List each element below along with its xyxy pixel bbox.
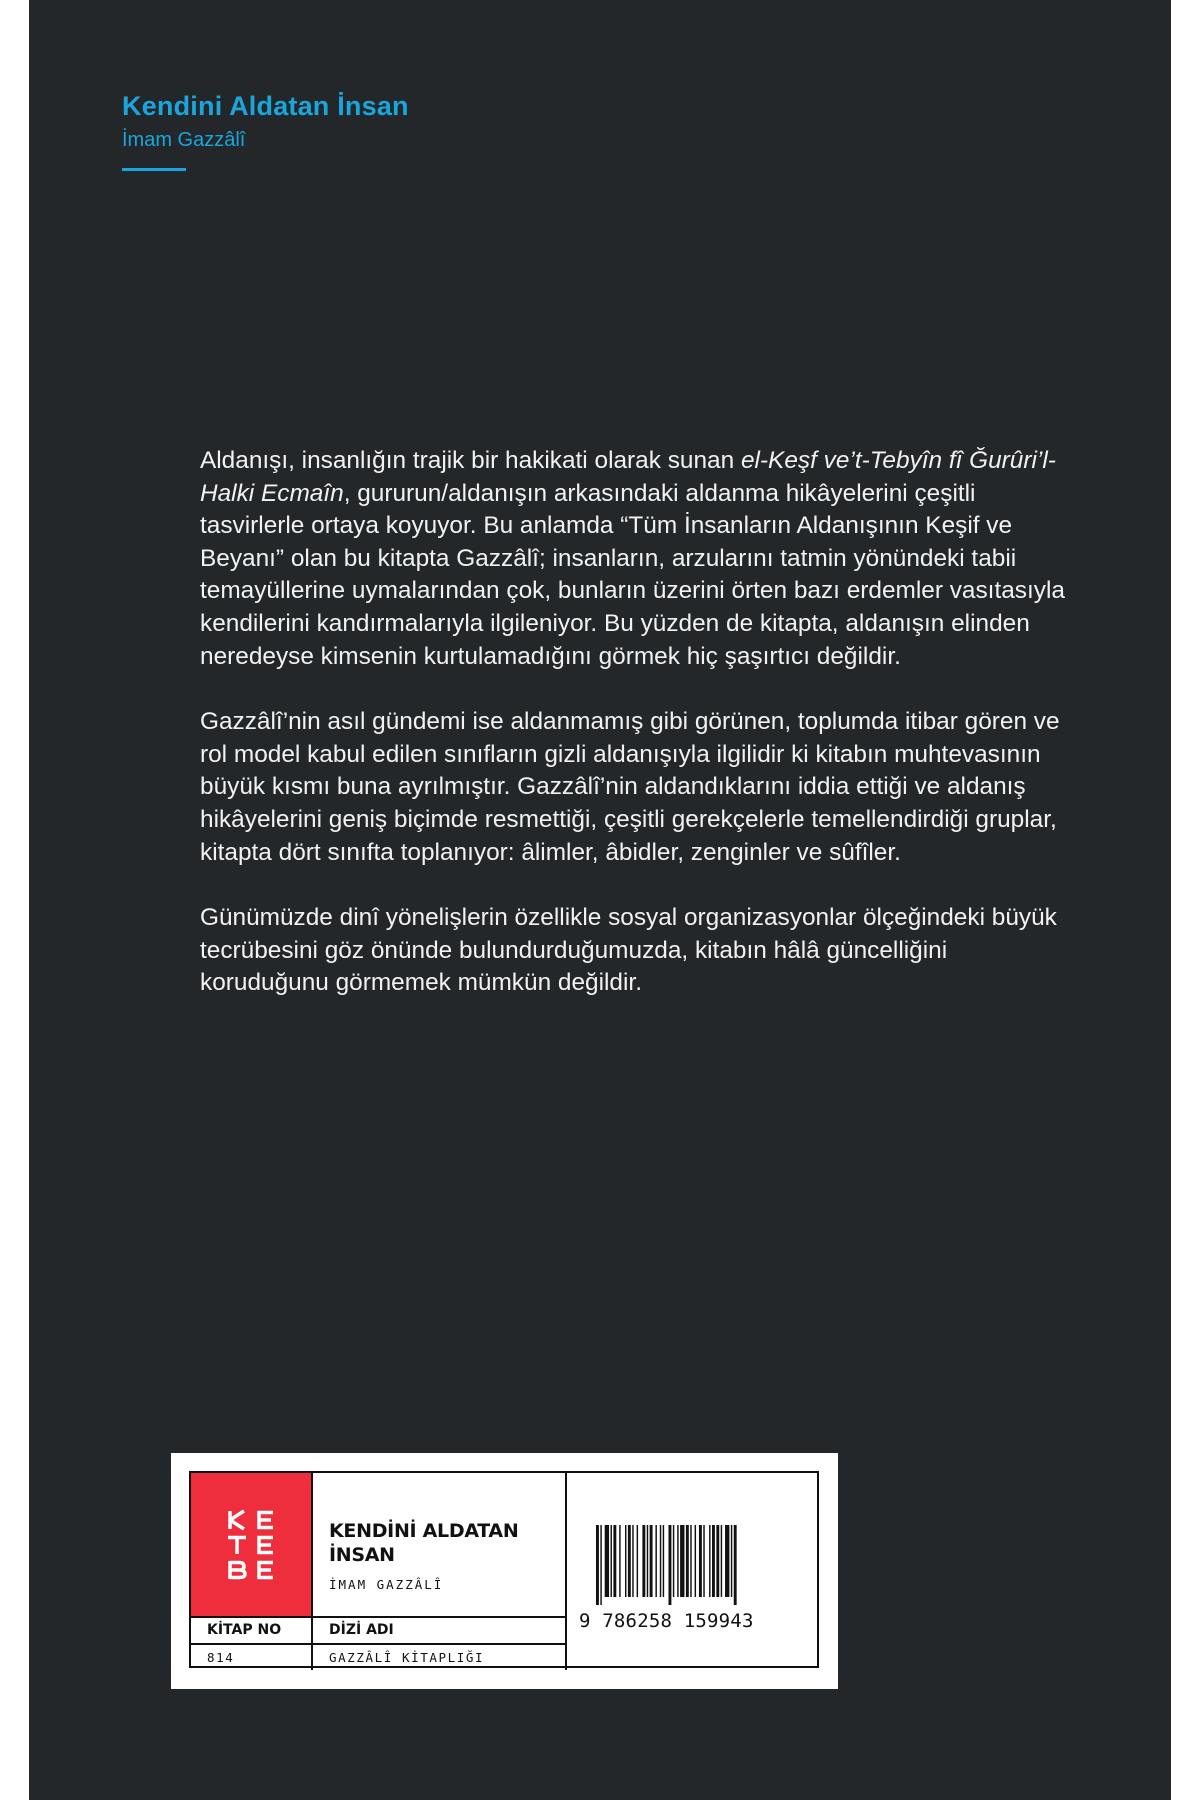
label-author: İMAM GAZZÂLÎ (329, 1577, 444, 1592)
logo-letter-e2 (258, 1536, 274, 1554)
title-underline (122, 168, 186, 171)
author-name: İmam Gazzâlî (122, 129, 246, 151)
barcode-bar (628, 1525, 631, 1597)
barcode-bar (647, 1525, 648, 1597)
barcode-bar (655, 1525, 656, 1597)
ketebe-logo-mark (227, 1509, 277, 1581)
label-col2-value-cell (313, 1645, 567, 1670)
blurb-p1-book-title: el-Keşf ve’t-Tebyîn fî Ğurûri’l-Halki Ecmaîn (200, 447, 1056, 507)
publisher-label (171, 1453, 838, 1689)
label-book-title: KENDİNİ ALDATAN İNSAN (329, 1520, 519, 1566)
barcode-bar (605, 1525, 609, 1597)
barcode-bar (709, 1525, 710, 1597)
barcode-bar (686, 1525, 689, 1597)
barcode-bar (699, 1525, 702, 1597)
barcode-bar (695, 1525, 696, 1597)
label-book-info (313, 1473, 567, 1616)
barcode-bar (632, 1525, 633, 1597)
logo-letter-b (230, 1561, 245, 1579)
label-col1-header: KİTAP NO (207, 1622, 282, 1638)
blurb-p1-rest: , gururun/aldanışın arkasındaki aldanma hikâyelerini çeşitli tasvirlerle ortaya koyuyor. Bu anlamda “Tüm İnsanların Aldanışının Keşif ve Beyanı” olan bu kitapta Gazzâlî; insanların, arzularını tatmin yönündeki tabii temayüllerine uymalarından çok, bunların üzerini örten bazı erdemler vasıtasıyla kendilerini kandırmalarıyla ilgileniyor. Bu yüzden de kitapta, aldanışın elinden neredeyse kimsenin kurtulamadığını görmek hiç şaşırtıcı değildir. (200, 479, 1065, 670)
barcode-bar (677, 1525, 678, 1597)
barcode-bar (619, 1525, 620, 1597)
logo-letter-t (228, 1537, 246, 1554)
barcode-icon (596, 1525, 786, 1605)
barcode-bar (734, 1525, 737, 1605)
barcode-bar (731, 1525, 732, 1597)
barcode-bar (725, 1525, 729, 1597)
barcode-bar (642, 1525, 645, 1597)
barcode-bar (690, 1525, 691, 1597)
blurb-paragraph-1 (200, 445, 1080, 673)
label-book-number: 814 (207, 1650, 235, 1665)
barcode-area (567, 1473, 817, 1666)
barcode-bar (611, 1525, 612, 1597)
barcode-bar (712, 1525, 715, 1597)
logo-letter-e3 (258, 1561, 274, 1579)
logo-letter-e1 (258, 1511, 274, 1529)
blurb-p1-start: Aldanışı, insanlığın trajik bir hakikati olarak sunan (200, 447, 741, 474)
barcode-bar (600, 1525, 601, 1605)
cover-header (122, 88, 409, 171)
label-header-row (191, 1616, 567, 1643)
barcode-bar (596, 1525, 599, 1605)
ketebe-logo (191, 1473, 313, 1616)
blurb-paragraph-3: Günümüzde dinî yönelişlerin özellikle sosyal organizasyonlar ölçeğindeki büyük tecrübesini göz önünde bulundurduğumuzda, kitabın hâlâ güncelliğini koruduğunu görmemek mümkün değildir. (200, 904, 1057, 997)
book-title: Kendini Aldatan İnsan (122, 91, 409, 121)
barcode-bar (637, 1525, 638, 1597)
barcode-bar (625, 1525, 626, 1597)
barcode-bar (721, 1525, 722, 1597)
logo-letter-k (230, 1511, 244, 1529)
label-col2-header-cell (313, 1618, 567, 1643)
barcode-bar (663, 1525, 664, 1597)
blurb-text (200, 445, 1080, 1033)
barcode-bar (669, 1525, 672, 1605)
barcode-bar (716, 1525, 719, 1597)
barcode-bar (680, 1525, 684, 1597)
blurb-paragraph-2: Gazzâlî’nin asıl gündemi ise aldanmamış gibi görünen, toplumda itibar gören ve rol model kabul edilen sınıfların gizli aldanışıyla ilgilidir ki kitabın muhtevasının büyük kısmı buna ayrılmıştır. Gazzâlî’nin aldandıklarını iddia ettiği ve aldanış hikâyelerini geniş biçimde resmettiği, çeşitli gerekçelerle temellendirdiği gruplar, kitapta dört sınıfta toplanıyor: âlimler, âbidler, zenginler ve sûfîler. (200, 708, 1060, 866)
isbn-number: 9 786258 159943 (579, 1610, 754, 1632)
label-col2-header: DİZİ ADI (329, 1622, 394, 1638)
label-frame (189, 1471, 819, 1668)
barcode-bar (703, 1525, 704, 1597)
barcode-bar (650, 1525, 653, 1597)
label-series-name: GAZZÂLÎ KİTAPLIĞI (329, 1650, 485, 1665)
label-value-row (191, 1643, 567, 1670)
label-col1-value-cell (191, 1645, 313, 1670)
barcode-bar (613, 1525, 616, 1597)
barcode-bar (660, 1525, 661, 1597)
label-col1-header-cell (191, 1618, 313, 1643)
barcode-bar (673, 1525, 674, 1597)
